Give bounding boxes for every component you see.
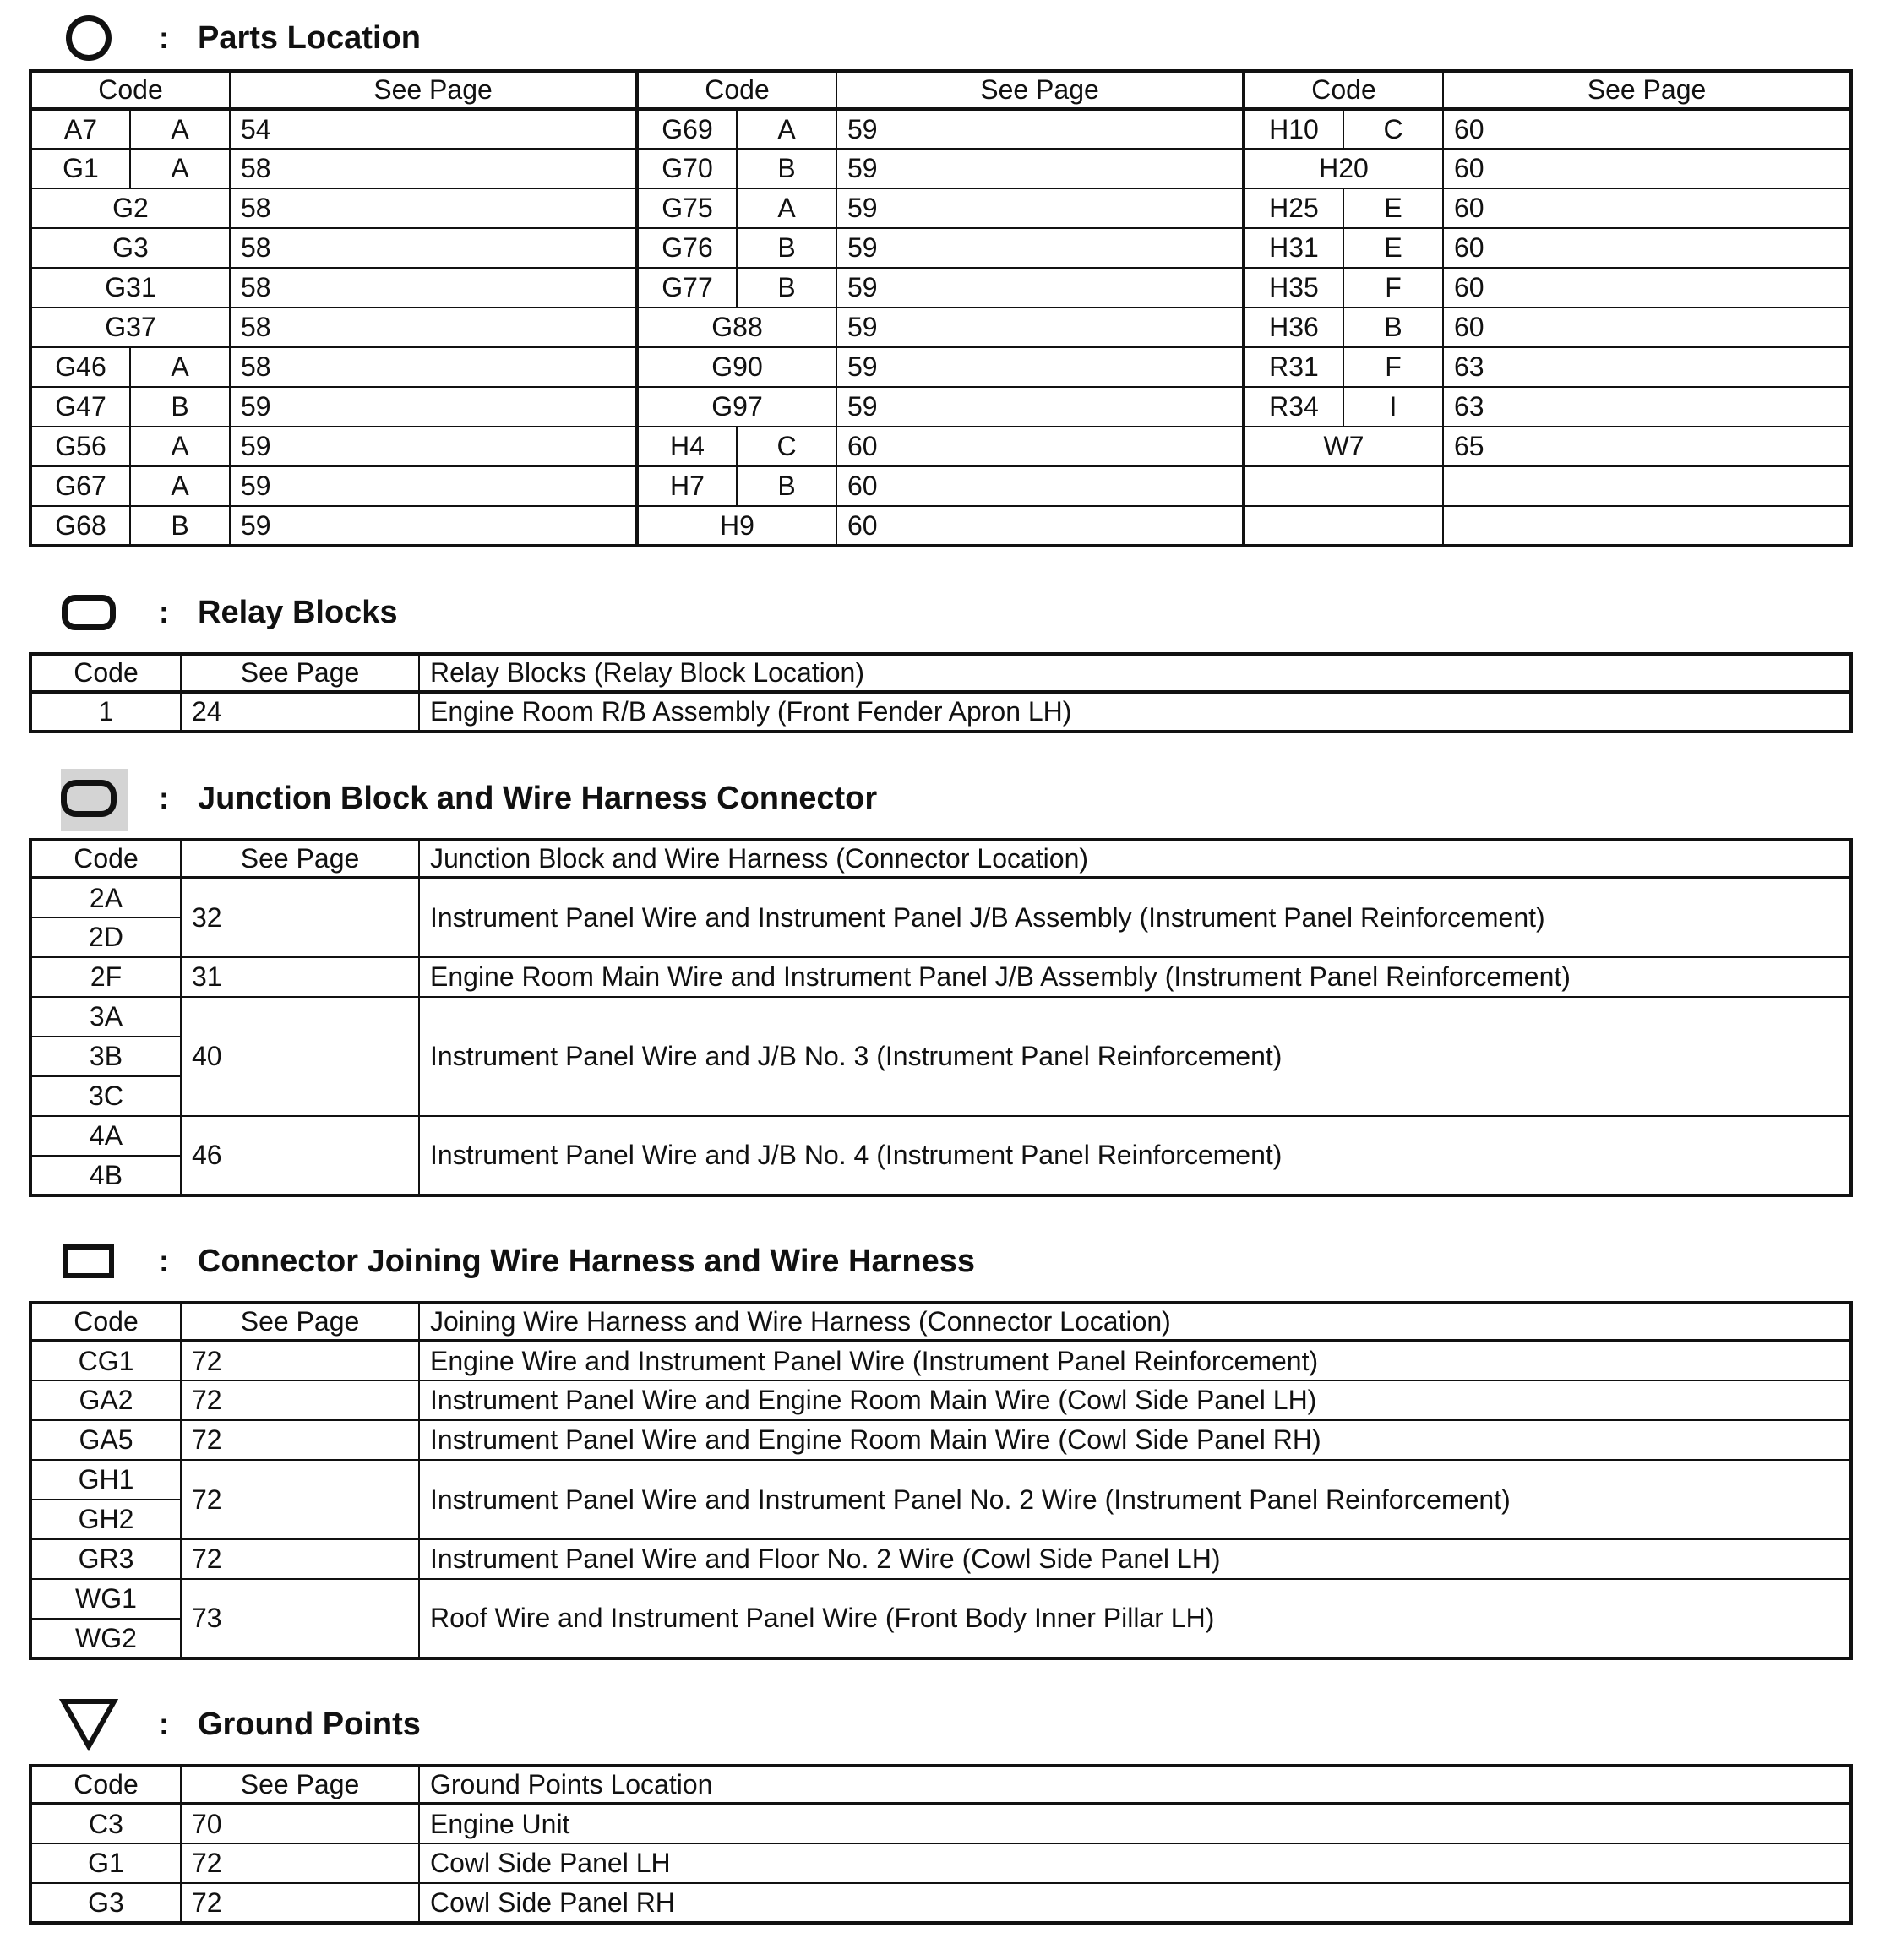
see-page-cell: 60	[836, 466, 1244, 506]
part-location-letter: E	[1343, 188, 1443, 228]
see-page-cell: 72	[181, 1420, 419, 1460]
header-code: Code	[30, 654, 181, 692]
code-cell: C3	[30, 1804, 181, 1843]
part-location-letter: F	[1343, 268, 1443, 308]
see-page-cell: 54	[230, 109, 637, 149]
heading-colon: :	[159, 1707, 169, 1741]
part-location-letter: F	[1343, 347, 1443, 387]
location-description: Instrument Panel Wire and J/B No. 4 (Instrument Panel Reinforcement)	[419, 1116, 1851, 1195]
part-code: H35	[1244, 268, 1343, 308]
header-description: Joining Wire Harness and Wire Harness (Connector Location)	[419, 1303, 1851, 1341]
see-page-cell: 72	[181, 1883, 419, 1923]
code-cell: 2A	[30, 878, 181, 917]
part-location-letter: A	[737, 109, 836, 149]
code-cell: 4B	[30, 1156, 181, 1195]
heading-colon: :	[159, 1244, 169, 1278]
ground-points-heading	[59, 1695, 421, 1754]
see-page-cell: 59	[230, 387, 637, 427]
header-description: Relay Blocks (Relay Block Location)	[419, 654, 1851, 692]
part-location-letter: B	[1343, 308, 1443, 347]
header-see-page: See Page	[230, 71, 637, 109]
header-code: Code	[30, 840, 181, 878]
part-code: G70	[637, 149, 737, 188]
part-code: H7	[637, 466, 737, 506]
part-code: H10	[1244, 109, 1343, 149]
table-row	[30, 957, 1851, 997]
section-title: Junction Block and Wire Harness Connector	[198, 780, 878, 816]
table-row	[30, 506, 1851, 546]
see-page-cell: 59	[836, 228, 1244, 268]
see-page-cell: 58	[230, 228, 637, 268]
see-page-cell: 59	[230, 427, 637, 466]
table-row	[30, 1883, 1851, 1923]
header-code: Code	[30, 71, 230, 109]
table-row	[30, 1420, 1851, 1460]
part-code: G97	[637, 387, 836, 427]
header-code: Code	[1244, 71, 1443, 109]
part-code: H31	[1244, 228, 1343, 268]
see-page-cell: 72	[181, 1380, 419, 1420]
see-page-cell: 59	[836, 268, 1244, 308]
code-cell: 4A	[30, 1116, 181, 1156]
see-page-cell: 60	[836, 506, 1244, 546]
table-row	[30, 427, 1851, 466]
part-code: G2	[30, 188, 230, 228]
part-location-letter: B	[737, 466, 836, 506]
circle-icon	[59, 8, 118, 68]
table-row	[30, 1539, 1851, 1579]
code-cell: GA5	[30, 1420, 181, 1460]
see-page-cell: 58	[230, 149, 637, 188]
relay-blocks-heading	[59, 583, 398, 642]
location-description: Roof Wire and Instrument Panel Wire (Front Body Inner Pillar LH)	[419, 1579, 1851, 1658]
location-description: Instrument Panel Wire and Instrument Panel J/B Assembly (Instrument Panel Reinforcement)	[419, 878, 1851, 957]
part-code: H9	[637, 506, 836, 546]
location-description: Instrument Panel Wire and Floor No. 2 Wire (Cowl Side Panel LH)	[419, 1539, 1851, 1579]
see-page-cell: 60	[1443, 308, 1851, 347]
part-location-letter: A	[130, 347, 230, 387]
header-row	[30, 1766, 1851, 1804]
part-code: G1	[30, 149, 130, 188]
table-row	[30, 1460, 1851, 1500]
see-page-cell: 58	[230, 347, 637, 387]
part-location-letter: B	[130, 506, 230, 546]
part-location-letter: A	[130, 427, 230, 466]
location-description: Instrument Panel Wire and J/B No. 3 (Instrument Panel Reinforcement)	[419, 997, 1851, 1116]
part-location-letter: B	[737, 268, 836, 308]
junction-block-icon	[59, 769, 118, 828]
part-location-letter: A	[737, 188, 836, 228]
see-page-cell: 59	[836, 387, 1244, 427]
code-cell: 2F	[30, 957, 181, 997]
see-page-cell: 59	[836, 188, 1244, 228]
part-location-letter: E	[1343, 228, 1443, 268]
ground-points-table	[29, 1764, 1853, 1925]
see-page-cell: 60	[1443, 268, 1851, 308]
header-see-page: See Page	[181, 840, 419, 878]
heading-colon: :	[159, 595, 169, 629]
part-location-letter: B	[737, 228, 836, 268]
table-row	[30, 692, 1851, 732]
table-row	[30, 188, 1851, 228]
table-row	[30, 466, 1851, 506]
code-cell: G3	[30, 1883, 181, 1923]
header-see-page: See Page	[181, 1766, 419, 1804]
part-location-letter: B	[737, 149, 836, 188]
header-see-page: See Page	[181, 654, 419, 692]
part-code: H25	[1244, 188, 1343, 228]
location-description: Engine Unit	[419, 1804, 1851, 1843]
see-page-cell	[1443, 466, 1851, 506]
part-code: H36	[1244, 308, 1343, 347]
part-code: G37	[30, 308, 230, 347]
table-row	[30, 387, 1851, 427]
location-description: Instrument Panel Wire and Engine Room Main Wire (Cowl Side Panel LH)	[419, 1380, 1851, 1420]
see-page-cell: 59	[836, 109, 1244, 149]
section-title: Ground Points	[198, 1706, 421, 1742]
code-cell: 3C	[30, 1076, 181, 1116]
see-page-cell: 60	[1443, 188, 1851, 228]
table-row	[30, 228, 1851, 268]
code-cell: G1	[30, 1843, 181, 1883]
header-row	[30, 71, 1851, 109]
part-location-letter: A	[130, 109, 230, 149]
see-page-cell: 58	[230, 188, 637, 228]
section-title: Parts Location	[198, 19, 421, 56]
table-row	[30, 997, 1851, 1037]
see-page-cell: 58	[230, 268, 637, 308]
header-row	[30, 1303, 1851, 1341]
see-page-cell: 60	[836, 427, 1244, 466]
code-cell: 1	[30, 692, 181, 732]
see-page-cell: 59	[230, 506, 637, 546]
see-page-cell: 65	[1443, 427, 1851, 466]
code-cell: GR3	[30, 1539, 181, 1579]
code-cell: GH2	[30, 1500, 181, 1539]
code-cell: WG2	[30, 1619, 181, 1658]
ground-triangle-icon	[59, 1695, 118, 1754]
location-description: Engine Room Main Wire and Instrument Panel J/B Assembly (Instrument Panel Reinforcement)	[419, 957, 1851, 997]
part-code: G46	[30, 347, 130, 387]
parts-location-table	[29, 69, 1853, 547]
see-page-cell: 60	[1443, 109, 1851, 149]
table-row	[30, 1843, 1851, 1883]
relay-block-icon	[59, 583, 118, 642]
table-row	[30, 1116, 1851, 1156]
part-code: G56	[30, 427, 130, 466]
part-code: H4	[637, 427, 737, 466]
see-page-cell: 31	[181, 957, 419, 997]
part-code: G75	[637, 188, 737, 228]
part-code: A7	[30, 109, 130, 149]
location-description: Cowl Side Panel LH	[419, 1843, 1851, 1883]
part-code: R34	[1244, 387, 1343, 427]
part-code: G88	[637, 308, 836, 347]
heading-colon: :	[159, 20, 169, 55]
part-code: G31	[30, 268, 230, 308]
section-title: Relay Blocks	[198, 594, 398, 630]
part-code: G90	[637, 347, 836, 387]
header-row	[30, 840, 1851, 878]
table-row	[30, 347, 1851, 387]
junction-block-heading	[59, 769, 877, 828]
part-code: W7	[1244, 427, 1443, 466]
part-location-letter: C	[737, 427, 836, 466]
part-location-letter: A	[130, 466, 230, 506]
location-description: Cowl Side Panel RH	[419, 1883, 1851, 1923]
location-description: Engine Room R/B Assembly (Front Fender Apron LH)	[419, 692, 1851, 732]
part-location-letter: I	[1343, 387, 1443, 427]
see-page-cell: 32	[181, 878, 419, 957]
part-code: G77	[637, 268, 737, 308]
part-code	[1244, 506, 1443, 546]
see-page-cell: 59	[836, 308, 1244, 347]
part-location-letter: C	[1343, 109, 1443, 149]
see-page-cell: 72	[181, 1341, 419, 1380]
connector-joining-heading	[59, 1232, 975, 1291]
see-page-cell: 24	[181, 692, 419, 732]
part-code: G67	[30, 466, 130, 506]
see-page-cell: 59	[836, 149, 1244, 188]
header-code: Code	[30, 1766, 181, 1804]
code-cell: GA2	[30, 1380, 181, 1420]
part-code: G3	[30, 228, 230, 268]
header-description: Ground Points Location	[419, 1766, 1851, 1804]
table-row	[30, 1341, 1851, 1380]
see-page-cell: 60	[1443, 149, 1851, 188]
header-see-page: See Page	[181, 1303, 419, 1341]
part-code	[1244, 466, 1443, 506]
see-page-cell: 46	[181, 1116, 419, 1195]
code-cell: 3B	[30, 1037, 181, 1076]
code-cell: CG1	[30, 1341, 181, 1380]
location-description: Instrument Panel Wire and Instrument Panel No. 2 Wire (Instrument Panel Reinforcement)	[419, 1460, 1851, 1539]
header-see-page: See Page	[836, 71, 1244, 109]
see-page-cell: 72	[181, 1539, 419, 1579]
see-page-cell	[1443, 506, 1851, 546]
table-row	[30, 1579, 1851, 1619]
see-page-cell: 72	[181, 1460, 419, 1539]
connector-joining-table	[29, 1301, 1853, 1660]
header-see-page: See Page	[1443, 71, 1851, 109]
part-code: H20	[1244, 149, 1443, 188]
see-page-cell: 63	[1443, 387, 1851, 427]
code-cell: 2D	[30, 917, 181, 957]
parts-location-heading	[59, 8, 421, 68]
part-location-letter: A	[130, 149, 230, 188]
relay-blocks-table	[29, 652, 1853, 733]
header-code: Code	[637, 71, 836, 109]
table-row	[30, 268, 1851, 308]
see-page-cell: 63	[1443, 347, 1851, 387]
heading-colon: :	[159, 781, 169, 815]
part-code: G69	[637, 109, 737, 149]
code-cell: 3A	[30, 997, 181, 1037]
connector-icon	[59, 1232, 118, 1291]
see-page-cell: 59	[836, 347, 1244, 387]
header-code: Code	[30, 1303, 181, 1341]
code-cell: GH1	[30, 1460, 181, 1500]
see-page-cell: 70	[181, 1804, 419, 1843]
see-page-cell: 72	[181, 1843, 419, 1883]
header-description: Junction Block and Wire Harness (Connector Location)	[419, 840, 1851, 878]
see-page-cell: 60	[1443, 228, 1851, 268]
see-page-cell: 58	[230, 308, 637, 347]
table-row	[30, 308, 1851, 347]
part-code: G76	[637, 228, 737, 268]
location-description: Engine Wire and Instrument Panel Wire (Instrument Panel Reinforcement)	[419, 1341, 1851, 1380]
code-cell: WG1	[30, 1579, 181, 1619]
table-row	[30, 149, 1851, 188]
part-code: R31	[1244, 347, 1343, 387]
table-row	[30, 109, 1851, 149]
part-code: G68	[30, 506, 130, 546]
part-code: G47	[30, 387, 130, 427]
table-row	[30, 878, 1851, 917]
section-title: Connector Joining Wire Harness and Wire Harness	[198, 1243, 975, 1279]
see-page-cell: 73	[181, 1579, 419, 1658]
table-row	[30, 1380, 1851, 1420]
see-page-cell: 40	[181, 997, 419, 1116]
location-description: Instrument Panel Wire and Engine Room Main Wire (Cowl Side Panel RH)	[419, 1420, 1851, 1460]
part-location-letter: B	[130, 387, 230, 427]
junction-block-table	[29, 838, 1853, 1197]
table-row	[30, 1804, 1851, 1843]
see-page-cell: 59	[230, 466, 637, 506]
header-row	[30, 654, 1851, 692]
